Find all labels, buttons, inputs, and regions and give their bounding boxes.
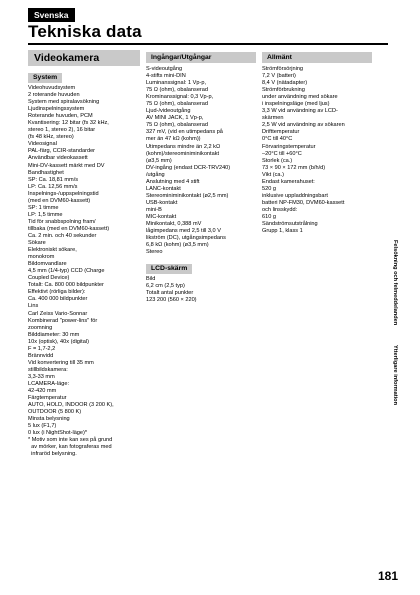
- lcd-header: LCD-skärm: [146, 264, 192, 274]
- column-inputs-outputs: [146, 52, 256, 304]
- lcd-specs: Bild 6,2 cm (2,5 typ) Totalt antal punkter 123 200 (560 × 220): [146, 276, 197, 304]
- videocamera-header: Videokamera: [28, 50, 140, 66]
- side-label-troubleshooting: Felsökning och felmeddelanden: [392, 240, 398, 326]
- page-title: Tekniska data: [28, 22, 142, 41]
- system-header: System: [28, 73, 62, 83]
- column-general: [262, 52, 372, 235]
- general-specs: Strömförsörjning 7,2 V (batteri) 8,4 V (nätadapter) Strömförbrukning under användning med sökare i inspelningsläge (med ljus) 3,3 W vid användning av LCD- skärmen 2,5 W vid användning av sökaren Drifttemperatur 0°C till 40°C Förvaringstemperatur –20°C till +60°C Storlek (ca.) 73 × 90 × 172 mm (b/h/d) Vikt (ca.) Endast kamerahuset: 520 g inklusive uppladdningsbart batteri NP-FM30, DVM60-kassett och linsskydd: 610 g Sändströmsutstrålning Grupp 1, klass 1: [262, 66, 345, 235]
- inputs-outputs-specs: S-videoutgång 4-stifts mini-DIN Luminanssignal: 1 Vp-p, 75 Ω (ohm), obalanserad Krominanssignal: 0,3 Vp-p, 75 Ω (ohm), obalanserad Ljud-/videoutgång AV MINI JACK, 1 Vp-p, 75 Ω (ohm), obalanserad 327 mV, (vid en utimpedans på mer än 47 kΩ (kohm)) Utimpedans mindre än 2,2 kΩ (kohm)/stereominiminikontakt (ø3,5 mm) DV-ingång (endast DCR-TRV240) /utgång Anslutning med 4 stift LANC-kontakt Stereominiminikontakt (ø2,5 mm) USB-kontakt mini-B MIC-kontakt Minikontakt, 0,388 mV lågimpedans med 2,5 till 3,0 V likström (DC), utgångsimpedans 6,8 kΩ (kohm) (ø3,5 mm) Stereo: [146, 66, 231, 256]
- system-specs: Videohuvudsystem 2 roterande huvuden System med spiralavsökning Ljudinspelningssystem Roterande huvuden, PCM Kvantisering: 12 bitar (fs 32 kHz, stereo 1, stereo 2), 16 bitar (fs 48 kHz, stereo) Videosignal PAL-färg, CCIR-standarder Användbar videokassett Mini-DV-kassett märkt med DV Bandhastighet SP: Ca. 18,81 mm/s LP: Ca. 12,56 mm/s Inspelnings-/uppspelningstid (med en DVM60-kassett) SP: 1 timme LP: 1,5 timme Tid för snabbspolning fram/ tillbaka (med en DVM60-kassett) Ca. 2 min. och 40 sekunder Sökare Elektroniskt sökare, monokrom Bildomvandlare 4,5 mm (1/4-typ) CCD (Charge Coupled Device) Totalt: Ca. 800 000 bildpunkter Effektivt (rörliga bilder): Ca. 400 000 bildpunkter Lins Carl Zeiss Vario-Sonnar Kombinerad "power-lins" för zoomning Bilddiameter: 30 mm 10x (optisk), 40x (digital) F = 1,7-2,2 Brännvidd Vid konvertering till 35 mm stillbildskamera: 3,3-33 mm LCAMERA-läge: 42-420 mm Färgtemperatur AUTO, HOLD, INDOOR (3 200 K), OUTDOOR (5 800 K) Minsta belysning 5 lux (F1,7) 0 lux (i NightShot-läge)* * Motiv som inte kan ses på grund av mörker, kan fotograferas med infraröd belysning.: [28, 85, 114, 458]
- inputs-outputs-header: Ingångar/Utgångar: [146, 52, 256, 63]
- side-label-additional-info: Ytterligare information: [392, 345, 398, 405]
- general-header: Allmänt: [262, 52, 372, 63]
- language-tab: Svenska: [28, 8, 75, 22]
- title-rule: [28, 43, 388, 45]
- column-videocamera: [28, 50, 140, 458]
- page-number: 181: [377, 569, 398, 583]
